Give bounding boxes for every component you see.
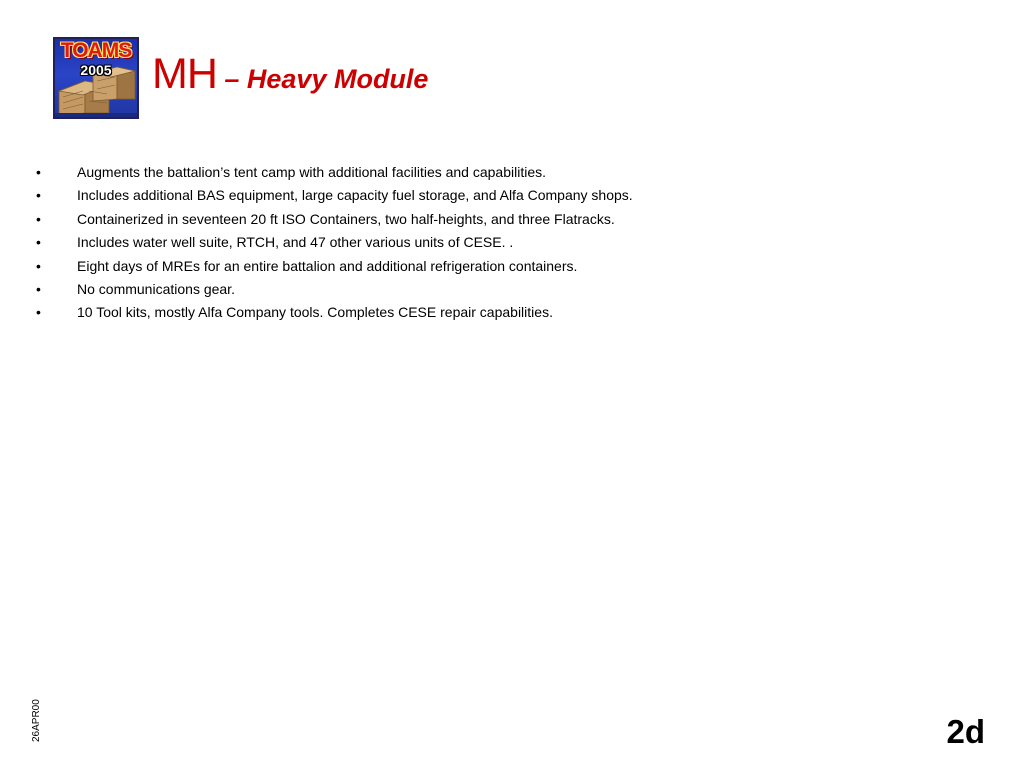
title-main: MH	[152, 50, 217, 98]
bullet-text: Includes additional BAS equipment, large capacity fuel storage, and Alfa Company shops.	[77, 187, 633, 204]
bullet-marker: •	[36, 280, 41, 297]
list-item	[0, 278, 1023, 301]
page-title	[152, 50, 428, 99]
bullet-marker: •	[36, 164, 41, 180]
list-item	[0, 208, 1023, 231]
list-item	[0, 301, 1023, 324]
list-item	[0, 231, 1023, 254]
title-subtitle: – Heavy Module	[216, 64, 429, 94]
bullet-text: Includes water well suite, RTCH, and 47 other various units of CESE. .	[77, 234, 514, 251]
list-item	[0, 184, 1023, 207]
toams-logo	[53, 37, 139, 119]
bullet-marker: •	[36, 210, 41, 227]
bullet-marker: •	[36, 187, 41, 204]
bullet-text: No communications gear.	[77, 280, 235, 297]
bullet-text: Augments the battalion’s tent camp with additional facilities and capabilities.	[77, 164, 547, 180]
bullet-text: Containerized in seventeen 20 ft ISO Containers, two half-heights, and three Flatracks.	[77, 210, 615, 227]
date-stamp: 26APR00	[31, 699, 42, 742]
bullet-marker: •	[36, 304, 41, 321]
bullet-text: 10 Tool kits, mostly Alfa Company tools. Completes CESE repair capabilities.	[77, 304, 553, 321]
page-number: 2d	[946, 713, 985, 750]
bullet-text: Eight days of MREs for an entire battalion and additional refrigeration containers.	[77, 257, 578, 274]
bullet-marker: •	[36, 257, 41, 274]
list-item	[0, 161, 1023, 184]
logo-name: TOAMS	[60, 39, 132, 62]
bullet-marker: •	[36, 234, 41, 251]
bullet-list	[0, 161, 1023, 325]
logo-year: 2005	[80, 62, 112, 78]
list-item	[0, 255, 1023, 278]
